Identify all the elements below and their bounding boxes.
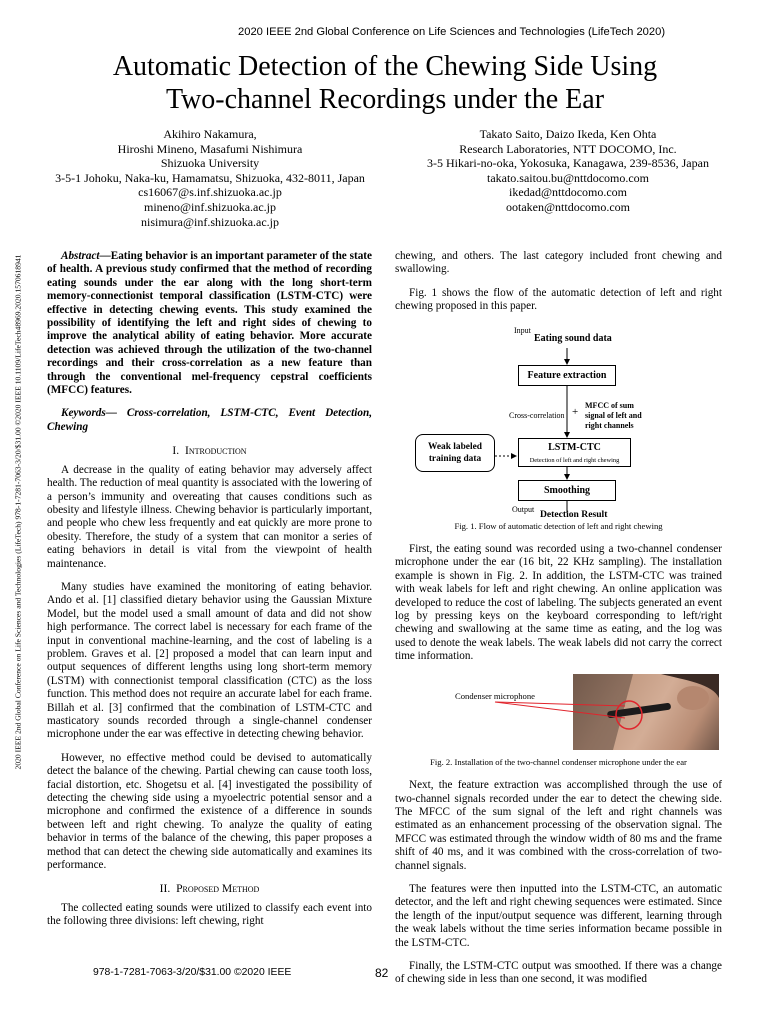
body-paragraph: First, the eating sound was recorded using a two-channel condenser microphone under the ear (16 bit, 22 KHz sampling). The installation example is shown in Fig. 2. In addition, the LSTM-CTC was trained with weak labels for left and right chewing. An online application was developed to reduce the cost of labeling. The subjects generated an event log by pressing keys on the keyboard corresponding to left/right chewing and swallowing at the same time as eating, and the log was used to denote the weak labels. The weak labels did not carry the correct time information.: [395, 543, 722, 663]
feature-extraction-box: Feature extraction: [518, 365, 616, 386]
author-block-left: [20, 127, 400, 229]
cross-correlation-label: Cross-correlation: [509, 410, 565, 420]
author-names: Hiroshi Mineno, Masafumi Nishimura: [117, 141, 303, 156]
left-column: [47, 250, 372, 929]
author-email: cs16067@s.inf.shizuoka.ac.jp: [138, 185, 282, 200]
intro-paragraph: Many studies have examined the monitoring of eating behavior. Ando et al. [1] classified dietary behavior using the Gaussian Mixture Model, but the model used a small amount of data and did not show high performance. The correct label is necessary for each frame of the input in conventional machine-learning, and the cost of labeling is a problem. Graves et al. [2] proposed a model that can learn input and output sequences of different lengths using long short-term memory (LSTM) with connectionist temporal classification (CTC) as the loss function. This method does not require an accurate label for each frame. Billah et al. [3] confirmed that the combination of LSTM-CTC and masticatory sounds recorded through a single-channel condenser microphone under the ear was effective in detecting chewing behavior.: [47, 580, 372, 741]
author-names: Takato Saito, Daizo Ikeda, Ken Ohta: [479, 127, 657, 141]
section-name: Introduction: [184, 444, 247, 458]
condenser-microphone-label: Condenser microphone: [455, 690, 535, 701]
author-address: 3-5 Hikari-no-oka, Yokosuka, Kanagawa, 239-8536, Japan: [427, 156, 709, 171]
author-email: nisimura@inf.shizuoka.ac.jp: [140, 214, 280, 229]
figure-2-caption: Fig. 2. Installation of the two-channel condenser microphone under the ear: [430, 756, 687, 767]
figure-2: [395, 674, 722, 750]
detection-result-label: Detection Result: [540, 508, 608, 520]
author-address: 3-5-1 Johoku, Naka-ku, Hamamatsu, Shizuoka, 432-8011, Japan: [55, 170, 365, 185]
intro-paragraph: However, no effective method could be devised to automatically detect the balance of the chewing. Partial chewing can cause tooth loss, facial distortion, etc. Shogetsu et al. [4] investigated the possibility of detecting the chewing side using a myoelectric potential sensor and a microphone and confirmed the existence of a difference in sounds between left and right chewing. To analyze the quality of eating behavior in terms of the balance of the chewing, this paper proposes a method that can detect the chewing side automatically and examines its performance.: [47, 751, 372, 872]
section-heading-method: [47, 882, 372, 895]
weak-labeled-training-data-box: [415, 434, 495, 472]
right-column: [395, 250, 722, 987]
input-label: Input: [514, 325, 531, 335]
abstract: [47, 250, 372, 397]
author-affiliation: Shizuoka University: [160, 156, 260, 171]
section-heading-introduction: [47, 444, 372, 457]
body-paragraph: chewing, and others. The last category included front chewing and swallowing.: [395, 250, 722, 276]
body-paragraph: Finally, the LSTM-CTC output was smoothed. If there was a change of chewing side in less than one second, it was modified: [395, 959, 722, 986]
conference-header: 2020 IEEE 2nd Global Conference on Life Sciences and Technologies (LifeTech 2020): [238, 26, 666, 38]
figure-1-flowchart: [395, 324, 722, 520]
mfcc-label-line-1: MFCC of sum: [585, 400, 634, 410]
section-numeral: I.: [172, 444, 180, 458]
side-doi-strip: [4, 182, 32, 842]
author-names: Akihiro Nakamura,: [163, 127, 257, 141]
keywords-text: — Cross-correlation, LSTM-CTC, Event Detection, Chewing: [47, 407, 372, 433]
keywords: [47, 407, 372, 434]
lstm-ctc-label: LSTM-CTC: [548, 441, 601, 453]
weak-label-line-1: Weak labeled: [428, 441, 482, 452]
body-paragraph: Next, the feature extraction was accomplished through the use of two-channel signals recorded under the ear to detect the chewing side. The MFCC of the sum signal of the left and right channels was estimated as an enhancement processing of the observation signal. The MFCC was estimated through the window width of 80 ms and the frame shift of 40 ms, and it was combined with the cross-correlation of two-channel signals.: [395, 779, 722, 872]
plus-sign: +: [572, 405, 579, 418]
title-line-1: Automatic Detection of the Chewing Side Using: [112, 51, 658, 82]
side-doi-text: 2020 IEEE 2nd Global Conference on Life Sciences and Technologies (LifeTech) 978-1-7281-7063-3/20/$31.00 ©2020 IEEE 10.1109/LifeTech48969.2020.1570618941: [13, 254, 23, 770]
author-affiliation: Research Laboratories, NTT DOCOMO, Inc.: [459, 141, 677, 156]
author-block-right: [388, 127, 748, 215]
author-email: ootaken@nttdocomo.com: [505, 199, 631, 214]
author-email: takato.saitou.bu@nttdocomo.com: [486, 170, 650, 185]
mfcc-label-line-3: right channels: [585, 420, 634, 430]
weak-label-line-2: training data: [428, 453, 482, 464]
author-email: ikedad@nttdocomo.com: [508, 185, 628, 200]
eating-sound-label: Eating sound data: [534, 332, 612, 344]
lstm-ctc-sub-label: Detection of left and right chewing: [529, 457, 620, 465]
microphone-pointer-lines: [395, 674, 722, 750]
lstm-ctc-box: [518, 438, 631, 467]
page-number: 82: [375, 966, 389, 980]
abstract-lead: Abstract: [61, 250, 100, 262]
paper-title: [40, 50, 730, 116]
section-name: Proposed Method: [176, 882, 260, 896]
figure-1-caption: Fig. 1. Flow of automatic detection of left and right chewing: [454, 520, 663, 531]
footer-isbn: 978-1-7281-7063-3/20/$31.00 ©2020 IEEE: [93, 967, 292, 978]
body-paragraph: The features were then inputted into the LSTM-CTC, an automatic detector, and the left and right chewing sequences were estimated. Since the length of the input/output sequence was different, learning through the weak labels without the time series information became possible in the LSTM-CTC.: [395, 882, 722, 949]
section-numeral: II.: [159, 882, 171, 896]
intro-paragraph: A decrease in the quality of eating behavior may adversely affect health. The reduction of meal quantity is associated with the lowering of a person’s immunity and overeating that causes conditions such as obesity and lifestyle illness. Chewing behavior is particularly important, and people who chew less frequently and eat quickly are more prone to obesity. Therefore, the study of a system that can monitor a series of eating behaviors in detail is vital from the viewpoint of health maintenance.: [47, 463, 372, 570]
author-email: mineno@inf.shizuoka.ac.jp: [143, 199, 277, 214]
abstract-text: —Eating behavior is an important parameter of the state of health. A previous study confirmed that the method of recording eating sounds under the ear along with the long short-term memory-connectionist temporal classification (LSTM-CTC) were effective in detecting chewing events. This study examined the possibility of identifying the left and right sides of chewing to improve the analytical ability of eating behavior. More accurate detection was achieved through the utilization of the two-channel recordings and their cross-correlation as a new feature than through the conventional mel-frequency cepstral coefficients (MFCC) features.: [47, 250, 372, 397]
body-paragraph: Fig. 1 shows the flow of the automatic detection of left and right chewing proposed in this paper.: [395, 286, 722, 313]
method-paragraph: The collected eating sounds were utilized to classify each event into the following three divisions: left chewing, right: [47, 901, 372, 928]
title-line-2: Two-channel Recordings under the Ear: [165, 84, 605, 115]
mfcc-label-line-2: signal of left and: [585, 410, 642, 420]
smoothing-box: Smoothing: [518, 480, 616, 501]
output-label: Output: [512, 504, 535, 514]
keywords-lead: Keywords: [61, 407, 106, 420]
